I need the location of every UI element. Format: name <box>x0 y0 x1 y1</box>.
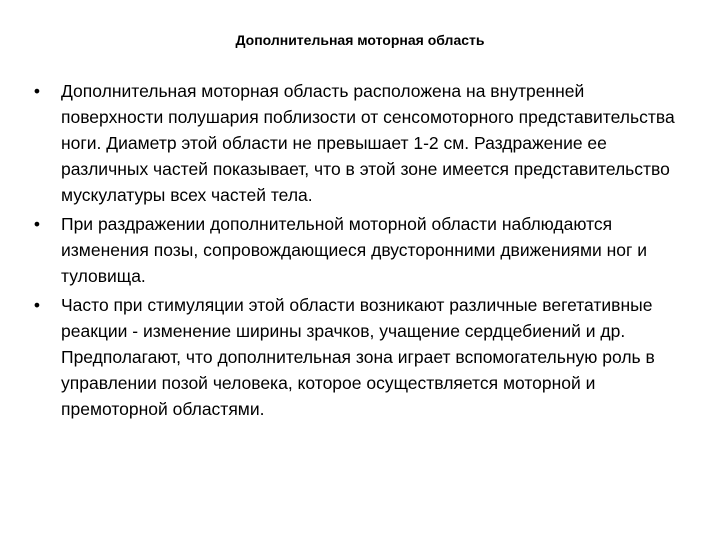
bullet-list <box>30 78 690 425</box>
bullet-text: При раздражении дополнительной моторной области наблюдаются изменения позы, сопровождающиеся двусторонними движениями ног и туловища. <box>61 214 648 286</box>
bullet-item <box>30 78 690 208</box>
bullet-marker: • <box>33 214 41 234</box>
bullet-text: Часто при стимуляции этой области возникают различные вегетативные реакции - изменение ширины зрачков, учащение сердцебиений и др. Предполагают, что дополнительная зона играет вспомогательную роль в управлении позой человека, которое осуществляется моторной и премоторной областями. <box>61 295 655 419</box>
bullet-marker: • <box>33 81 41 101</box>
bullet-text: Дополнительная моторная область расположена на внутренней поверхности полушария поблизости от сенсомоторного представительства ноги. Диаметр этой области не превышает 1-2 см. Раздражение ее различных частей показывает, что в этой зоне имеется представительство мускулатуры всех частей тела. <box>61 81 675 205</box>
bullet-marker: • <box>33 295 41 315</box>
bullet-item <box>30 211 690 289</box>
bullet-item <box>30 292 690 422</box>
slide-title: Дополнительная моторная область <box>235 32 485 48</box>
